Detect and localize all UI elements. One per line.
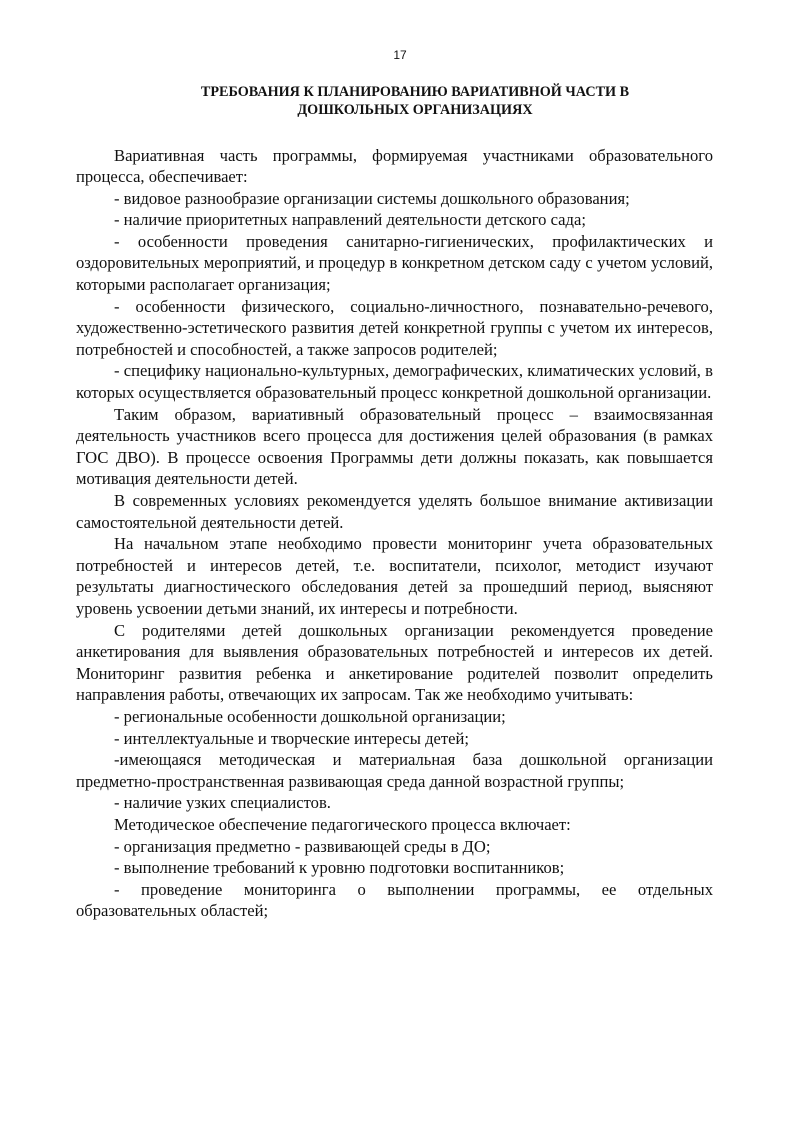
list-item-sanitary-features: - особенности проведения санитарно-гигиенических, профилактических и оздоровительных мероприятий, и процедур в конкретном детском саду с учетом условий, которыми располагает организация;: [76, 231, 713, 295]
list-item-development-features: - особенности физического, социально-личностного, познавательно-речевого, художественно-эстетического развития детей конкретной группы с учетом их интересов, потребностей и способностей, а также запросов родителей;: [76, 296, 713, 359]
list-item-requirements: - выполнение требований к уровню подготовки воспитанников;: [114, 858, 565, 878]
paragraph-methodical-support: Методическое обеспечение педагогического процесса включает:: [114, 814, 571, 834]
list-item-monitoring: - проведение мониторинга о выполнении программы, ее отдельных образовательных областей;: [76, 879, 713, 921]
list-item-regional-features: - региональные особенности дошкольной организации;: [114, 706, 506, 726]
list-item-species-diversity: - видовое разнообразие организации системы дошкольного образования;: [114, 188, 630, 208]
paragraph-variative-process: Таким образом, вариативный образовательный процесс – взаимосвязанная деятельность участников всего процесса для достижения целей образования (в рамках ГОС ДВО). В процессе освоения Программы дети должны показать, как повышается мотивация деятельности детей.: [76, 404, 713, 489]
page-title: [150, 83, 680, 119]
list-item-specialists: - наличие узких специалистов.: [114, 793, 331, 813]
paragraph-intro: Вариативная часть программы, формируемая участниками образовательного процесса, обеспечивает:: [76, 145, 713, 187]
document-body: [76, 145, 713, 922]
list-item-cultural-specifics: - специфику национально-культурных, демографических, климатических условий, в которых осуществляется образовательный процесс конкретной дошкольной организации.: [76, 361, 713, 403]
paragraph-modern-conditions: В современных условиях рекомендуется уделять большое внимание активизации самостоятельной деятельности детей.: [76, 491, 713, 532]
paragraph-initial-stage: На начальном этапе необходимо провести мониторинг учета образовательных потребностей и интересов детей, т.е. воспитатели, психолог, методист изучают результаты диагностического обследования детей за прошедший период, выясняют уровень усвоении детьми знаний, их интересы и потребности.: [76, 534, 713, 618]
list-item-priority-directions: - наличие приоритетных направлений деятельности детского сада;: [114, 210, 586, 230]
title-line-2: ДОШКОЛЬНЫХ ОРГАНИЗАЦИЯХ: [297, 102, 533, 118]
title-line-1: ТРЕБОВАНИЯ К ПЛАНИРОВАНИЮ ВАРИАТИВНОЙ ЧАСТИ В: [200, 84, 630, 100]
paragraph-parents-survey: С родителями детей дошкольных организации рекомендуется проведение анкетирования для выявления образовательных потребностей и интересов их детей. Мониторинг развития ребенка и анкетирование родителей позволит определить направления работы, отвечающих их запросам. Так же необходимо учитывать:: [76, 620, 713, 705]
list-item-environment: - организация предметно - развивающей среды в ДО;: [114, 836, 491, 856]
list-item-methodical-base: -имеющаяся методическая и материальная база дошкольной организации предметно-пространственная развивающая среда данной возрастной группы;: [76, 750, 713, 791]
list-item-children-interests: - интеллектуальные и творческие интересы детей;: [114, 728, 469, 748]
page-number: 17: [393, 48, 407, 62]
